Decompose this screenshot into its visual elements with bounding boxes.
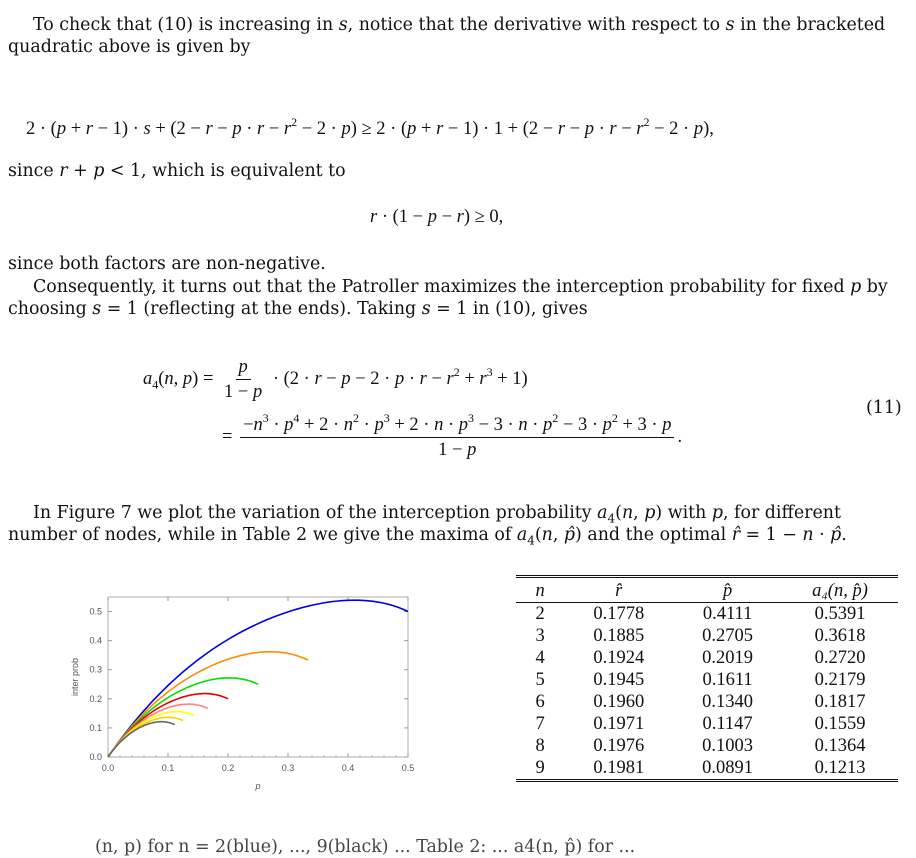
paragraph-since-rp: since r + p < 1, which is equivalent to xyxy=(8,161,346,181)
table-cell: 9 xyxy=(535,758,545,778)
table-cell: 0.5391 xyxy=(814,604,866,624)
table-row xyxy=(516,603,898,626)
equation-nonnegative: r · (1 − p − r) ≥ 0, xyxy=(370,207,504,227)
table-cell: 2 xyxy=(535,604,545,624)
table-cell: 4 xyxy=(535,648,545,668)
equation-11-line2: = $-n^3 \cdot p^4 + 2 \cdot n^2 \cdot p^3 + 2 \cdot n \cdot p^3 - 3 \cdot n \cdot p^2 - 3 \cdot p^2 + 3 \cdot p$ 1 − p . xyxy=(222,411,683,460)
table-cell: 0.2019 xyxy=(702,648,754,668)
series-line-n7 xyxy=(108,712,194,757)
table-cell: 8 xyxy=(535,736,545,756)
table-cell: 7 xyxy=(535,714,545,734)
table-cell: 0.1981 xyxy=(593,758,645,778)
x-tick-label: 0.2 xyxy=(221,763,235,773)
x-tick-label: 0.3 xyxy=(281,763,295,773)
x-tick-label: 0.4 xyxy=(341,763,355,773)
table-cell: 0.1960 xyxy=(593,692,645,712)
table-cell: 0.1147 xyxy=(702,714,753,734)
table-cell: 0.1778 xyxy=(593,604,645,624)
y-tick-label: 0.1 xyxy=(89,722,102,733)
series-line-n3 xyxy=(108,652,308,757)
x-axis-label: p xyxy=(255,781,261,791)
paragraph-check-increasing: To check that (10) is increasing in s, notice that the derivative with respect to s in the bracketed quadratic above is given by xyxy=(8,15,886,57)
y-tick-label: 0.5 xyxy=(89,606,102,617)
table-cell: 0.2720 xyxy=(814,648,866,668)
paragraph-nonnegative-factors: since both factors are non-negative. xyxy=(8,254,326,274)
table-cell: 0.1976 xyxy=(593,736,645,756)
table-cell: 0.1817 xyxy=(814,692,866,712)
series-line-n4 xyxy=(108,678,258,757)
table-cell: 0.1364 xyxy=(814,736,866,756)
table-cell: 0.3618 xyxy=(814,626,866,646)
figure-caption-fragment: (n, p) for n = 2(blue), ..., 9(black) ... Table 2: ... a4(n, p̂) for ... xyxy=(95,837,636,857)
table-row xyxy=(516,647,898,669)
table-cell: 0.1213 xyxy=(814,758,866,778)
table-row xyxy=(516,735,898,757)
table-cell: 0.1885 xyxy=(593,626,645,646)
paragraph-consequently: Consequently, it turns out that the Patroller maximizes the interception probability for fixed p by choosing s = 1 (reflecting at the ends). Taking s = 1 in (10), gives xyxy=(8,277,888,319)
table-cell: 3 xyxy=(535,626,545,646)
interception-probability-chart xyxy=(60,585,420,805)
equation-derivative-bound: $2 \cdot (p + r - 1) \cdot s + (2 - r - p \cdot r - r^2 - 2 \cdot p) \ge 2 \cdot (p + r - 1) \cdot 1 + (2 - r - p \cdot r - r^2 - 2 \cdot p)$, xyxy=(26,115,714,139)
table-cell: 0.1945 xyxy=(593,670,645,690)
table-header-a4: a₄(n, p̂) xyxy=(782,580,898,603)
y-tick-label: 0.3 xyxy=(89,664,102,675)
table-cell: 5 xyxy=(535,670,545,690)
table-cell: 0.1611 xyxy=(702,670,753,690)
series-line-n2 xyxy=(108,600,408,757)
y-tick-label: 0.2 xyxy=(89,693,102,704)
table-cell: 0.1971 xyxy=(593,714,645,734)
table-cell: 6 xyxy=(535,692,545,712)
maxima-table xyxy=(516,575,898,782)
table-cell: 0.1924 xyxy=(593,648,645,668)
table-row xyxy=(516,669,898,691)
y-tick-label: 0.0 xyxy=(89,752,102,762)
series-line-n5 xyxy=(108,694,228,757)
table-row xyxy=(516,757,898,779)
table-header-rhat: r̂ xyxy=(564,580,673,603)
table-cell: 0.1340 xyxy=(702,692,754,712)
x-tick-label: 0.1 xyxy=(161,763,175,773)
equation-number: (11) xyxy=(866,398,902,418)
table-cell: 0.4111 xyxy=(702,604,753,624)
equation-11-line1: $a_4(n$, p) = $\frac{p}{1 - p}$ · $(2 \cdot r - p - 2 \cdot p \cdot r - r^2 + r^3 + 1)$ xyxy=(143,357,528,402)
y-tick-label: 0.4 xyxy=(89,635,102,646)
x-tick-label: 0.5 xyxy=(401,763,415,773)
table-cell: 0.2179 xyxy=(814,670,866,690)
series-line-n9 xyxy=(108,722,175,757)
table-header-phat: p̂ xyxy=(673,580,782,603)
paragraph-figure7-table2: In Figure 7 we plot the variation of the interception probability $a_4(n$, p) with p, for different number of nodes, while in Table 2 we give the maxima of $a_4(n$, p̂) and the optimal r̂ = 1 − n · p̂. xyxy=(8,503,847,548)
y-axis-label: inter prob xyxy=(70,657,80,697)
table-header-n: n xyxy=(516,580,564,603)
plot-frame xyxy=(108,597,408,757)
table-cell: 0.2705 xyxy=(702,626,754,646)
series-line-n6 xyxy=(108,704,208,757)
x-tick-label: 0.0 xyxy=(101,763,115,773)
table-row xyxy=(516,625,898,647)
table-cell: 0.1559 xyxy=(814,714,866,734)
table-row xyxy=(516,713,898,735)
table-cell: 0.1003 xyxy=(702,736,754,756)
table-row xyxy=(516,691,898,713)
table-cell: 0.0891 xyxy=(702,758,754,778)
